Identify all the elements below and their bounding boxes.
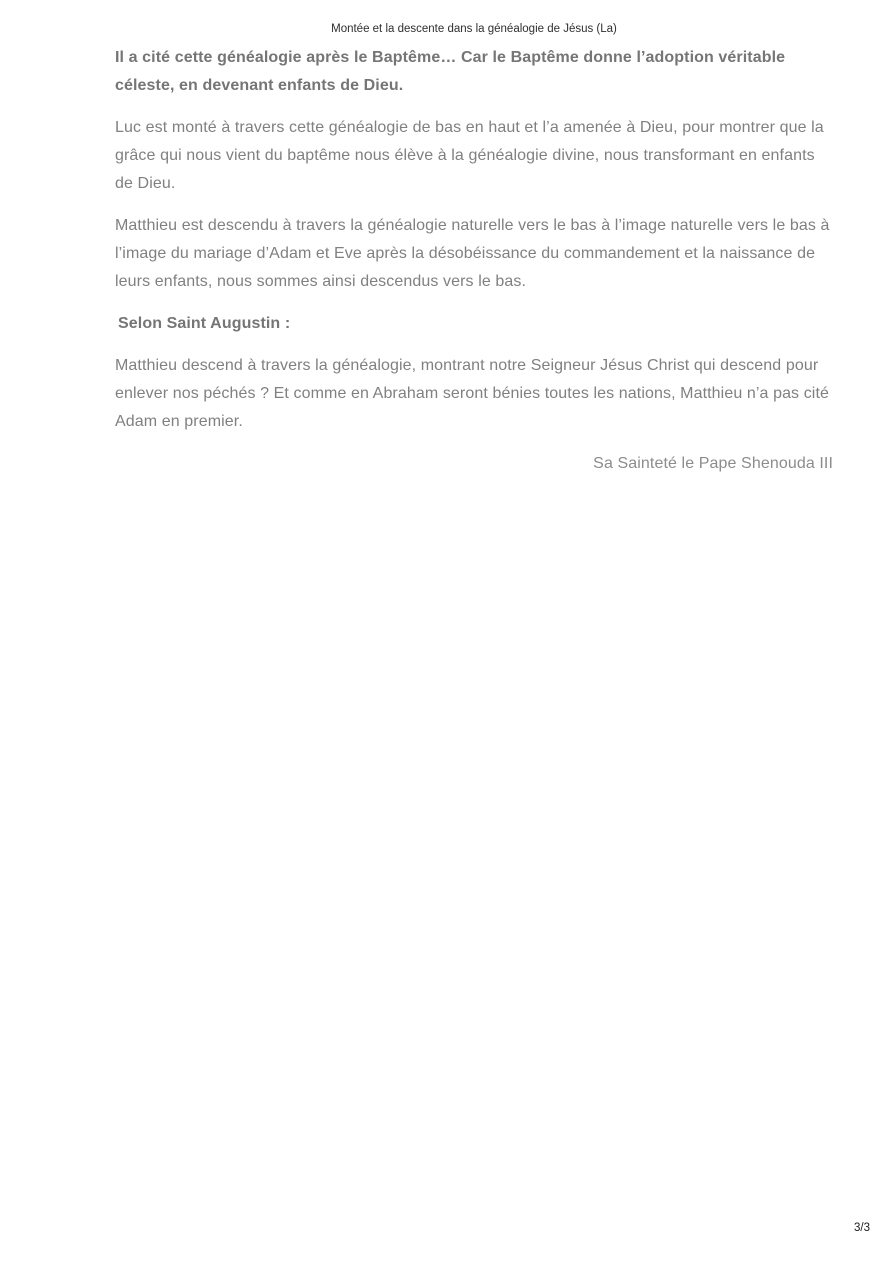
heading-selon-saint-augustin: Selon Saint Augustin : bbox=[118, 315, 291, 332]
paragraph-matthieu-abraham: Matthieu descend à travers la généalogie, montrant notre Seigneur Jésus Christ qui descend pour enlever nos péchés ? Et comme en Abraham seront bénies toutes les nations, Matthieu n’a pas cité Adam en premier. bbox=[115, 357, 830, 430]
paragraph-luc-genealogy: Luc est monté à travers cette généalogie de bas en haut et l’a amenée à Dieu, pour montrer que la grâce qui nous vient du baptême nous élève à la généalogie divine, nous transformant en enfants de Dieu. bbox=[115, 119, 824, 192]
document-content bbox=[115, 44, 833, 492]
paragraph-baptism-bold: Il a cité cette généalogie après le Baptême… Car le Baptême donne l’adoption véritable céleste, en devenant enfants de Dieu. bbox=[115, 49, 786, 94]
document-header-title: Montée et la descente dans la généalogie de Jésus (La) bbox=[331, 23, 617, 35]
signature-pope-shenouda: Sa Sainteté le Pape Shenouda III bbox=[593, 455, 833, 472]
paragraph-matthieu-descended: Matthieu est descendu à travers la généalogie naturelle vers le bas à l’image naturelle vers le bas à l’image du mariage d’Adam et Eve après la désobéissance du commandement et la naissance de leurs enfants, nous sommes ainsi descendus vers le bas. bbox=[115, 217, 830, 290]
page-number: 3/3 bbox=[854, 1222, 870, 1234]
